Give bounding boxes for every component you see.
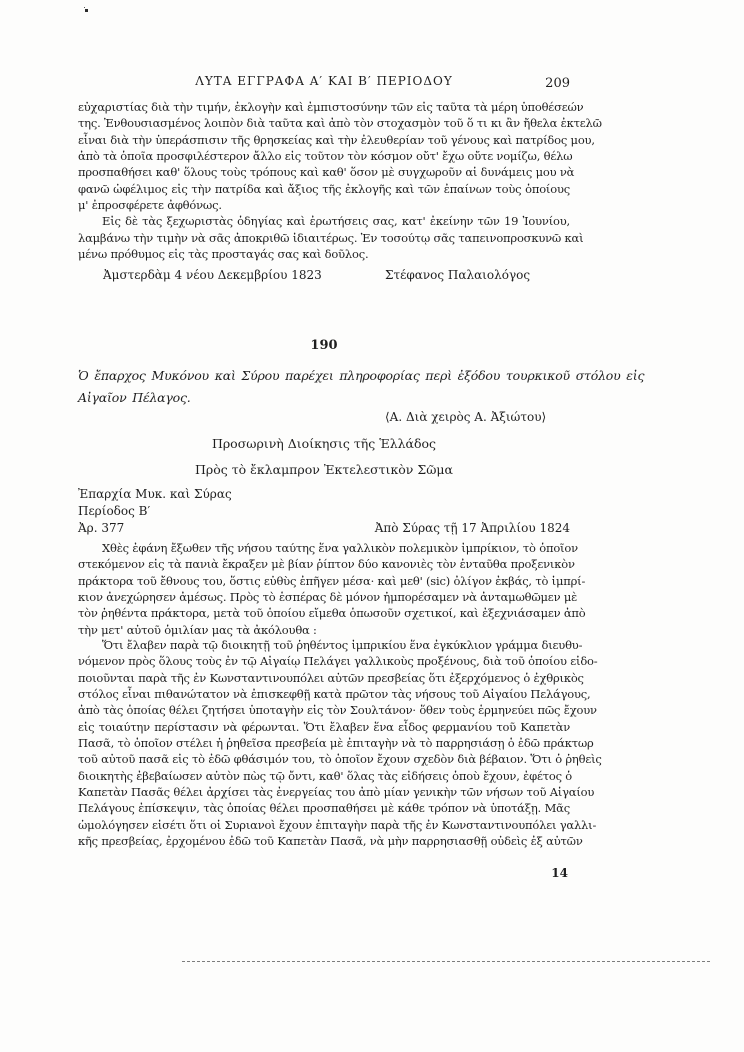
- signature-name: Στέφανος Παλαιολόγος: [385, 268, 531, 282]
- text-line: διοικητὴς ἐβεβαίωσεν αὐτὸν πὼς τῷ ὄντι, καθ' ὅλας τὰς εἰδήσεις ὁποὺ ἔχουν, ἐφέτος ὁ: [78, 768, 573, 783]
- address-line-1: Προσωρινὴ Διοίκησις τῆς Ἑλλάδος: [211, 436, 437, 451]
- text-line: μ' ἐπροσφέρετε ἀφθόνως.: [78, 198, 222, 213]
- text-line: πράκτορα τοῦ ἔθνους του, ὅστις εὐθὺς ἐπῆγεν μέσα· καὶ μεθ' (sic) ὀλίγον ἐκβάς, τὸ ἰμπρί-: [78, 573, 586, 588]
- text-line: φανῶ ὠφέλιμος εἰς τὴν πατρίδα καὶ ἄξιος τῆς ἐκλογῆς καὶ τῶν ἐπαίνων τοὺς ὁποίους: [78, 181, 570, 196]
- text-line: στεκόμενον εἰς τὰ πανιὰ ἔκραξεν μὲ βίαν ῥίπτον δύο κανονιὲς τὸν ἐνταῦθα προξενικὸν: [78, 557, 575, 572]
- folio-number: 14: [551, 866, 568, 880]
- scan-artifact-line: [182, 961, 710, 962]
- text-line: ὡμολόγησεν εἰσέτι ὅτι οἱ Συριανοὶ ἔχουν ἐπιταγὴν παρὰ τῆς ἐν Κωνσταντινουπόλει γαλλι-: [78, 817, 597, 832]
- body-paragraph-2: [78, 637, 602, 849]
- reference-number: Ἀρ. 377: [78, 521, 125, 535]
- text-line: προσπαθήσει καθ' ὅλους τοὺς τρόπους καὶ καθ' ὅσον μὲ συγχωροῦν αἱ δυνάμεις μου νὰ: [78, 165, 575, 180]
- text-line: μένω πρόθυμος εἰς τὰς προσταγάς σας καὶ δοῦλος.: [78, 247, 369, 262]
- text-line: ἀπὸ τὰ ὁποῖα προσφιλέστερον ἄλλο εἰς τοῦτον τὸν κόσμον οὔτ' ἔχω οὔτε νομίζω, θέλω: [78, 149, 573, 164]
- text-line: Ὁ ἔπαρχος Μυκόνου καὶ Σύρου παρέχει πληροφορίας περὶ ἐξόδου τουρκικοῦ στόλου εἰς: [78, 368, 645, 383]
- text-line: Καπετὰν Πασᾶς θέλει ἀρχίσει τὰς ἐνεργείας του ἀπὸ μίαν γενικὴν τῶν νήσων τοῦ Αἰγαίου: [78, 785, 595, 800]
- running-header-title: ΛΥΤΑ ΕΓΓΡΑΦΑ Α′ ΚΑΙ Β′ ΠΕΡΙΟΔΟΥ: [195, 74, 453, 88]
- text-line: Αἰγαῖον Πέλαγος.: [78, 389, 191, 405]
- reference-date: Ἀπὸ Σύρας τῇ 17 Ἀπριλίου 1824: [374, 521, 570, 535]
- place-and-date: Ἀμστερδὰμ 4 νέου Δεκεμβρίου 1823: [103, 268, 322, 282]
- letter-dateline: [78, 268, 570, 284]
- body-paragraph-1: [78, 540, 586, 638]
- text-line: εὐχαριστίας διὰ τὴν τιμήν, ἐκλογὴν καὶ ἐμπιστοσύνην τῶν εἰς ταῦτα τὰ μέρη ὑποθέσεών: [78, 100, 584, 114]
- page-number: 209: [545, 76, 570, 91]
- text-line: Εἰς δὲ τὰς ξεχωριστὰς ὁδηγίας καὶ ἐρωτήσεις σας, κατ' ἐκείνην τῶν 19 Ἰουνίου,: [102, 214, 570, 229]
- letter-closing-paragraphs: [78, 99, 602, 262]
- text-line: τὸν ῥηθέντα πράκτορα, μετὰ τοῦ ὁποίου εἴμεθα ὁπωσοῦν σχετικοί, καὶ ἐξεχνιάσαμεν ἀπὸ: [78, 606, 586, 621]
- text-line: λαμβάνω τὴν τιμὴν νὰ σᾶς ἀποκριθῶ ἰδιαιτέρως. Ἐν τοσούτῳ σᾶς ταπεινοπροσκυνῶ καὶ: [78, 230, 584, 245]
- hand-note: ⟨Α. Διὰ χειρὸς Α. Ἀξιώτου⟩: [385, 410, 547, 424]
- text-line: εἰς τοιαύτην περίστασιν νὰ φέρωνται. Ὅτι ἔλαβεν ἕνα εἶδος φερμανίου τοῦ Καπετὰν: [78, 719, 570, 734]
- text-line: της. Ἐνθουσιασμένος λοιπὸν διὰ ταῦτα καὶ ἀπὸ τὸν στοχασμὸν τοῦ ὅ τι κι ἂν ἤθελα ἐκτελῶ: [78, 116, 602, 131]
- text-line: στόλος εἶναι πιθανώτατον νὰ ἐπισκεφθῇ κατὰ πρῶτον τὰς νήσους τοῦ Αἰγαίου Πελάγους,: [78, 687, 591, 702]
- text-line: ἀπὸ τὰς ὁποίας θέλει ζητήσει ὑποταγὴν εἰς τὸν Σουλτάνον· ὅθεν τοὺς ἑρμηνεύει πῶς ἔχουν: [78, 703, 597, 718]
- scan-speck: [85, 9, 88, 12]
- text-line: Πελάγους ἐπίσκεψιν, τὰς ὁποίας θέλει προσπαθήσει μὲ κάθε τρόπον νὰ ὑποτάξῃ. Μᾶς: [78, 801, 570, 816]
- text-line: Πασᾶ, τὸ ὁποῖον στέλει ἡ ῥηθεῖσα πρεσβεία μὲ ἐπιταγὴν νὰ τὸ παρρησιάσῃ ὁ ἐδῶ πράκτωρ: [78, 736, 594, 751]
- reference-district: Ἐπαρχία Μυκ. καὶ Σύρας: [78, 487, 232, 501]
- text-line: κῆς πρεσβείας, ἐρχομένου ἐδῶ τοῦ Καπετὰν Πασᾶ, νὰ μὴν παρρησιασθῇ οὐδεὶς ἐξ αὐτῶν: [78, 834, 583, 849]
- text-line: νόμενον πρὸς ὅλους τοὺς ἐν τῷ Αἰγαίῳ Πελάγει γαλλικοὺς προξένους, διὰ τοῦ ὁποίου εἰδο-: [78, 654, 598, 669]
- text-line: κιον ἀνεχώρησεν ἀμέσως. Πρὸς τὸ ἑσπέρας δὲ μόνον ἠμπορέσαμεν νὰ ἀνταμωθῶμεν μὲ: [78, 590, 578, 605]
- text-line: ποιοῦνται παρὰ τῆς ἐν Κωνσταντινουπόλει αὐτῶν πρεσβείας ὅτι ἐξερχόμενος ὁ ἐχθρικὸς: [78, 670, 584, 685]
- text-line: τοῦ αὐτοῦ πασᾶ εἰς τὸ ἐδῶ φθάσιμόν του, τὸ ὁποῖον ἔχουν σχεδὸν διὰ βέβαιον. Ὅτι ὁ ῥηθεὶς: [78, 752, 602, 767]
- document-summary: [78, 365, 645, 408]
- text-line: Χθὲς ἐφάνη ἔξωθεν τῆς νήσου ταύτης ἕνα γαλλικὸν πολεμικὸν ἰμπρίκιον, τὸ ὁποῖον: [102, 541, 578, 555]
- text-line: τὴν μετ' αὐτοῦ ὁμιλίαν μας τὰ ἀκόλουθα :: [78, 622, 317, 637]
- address-line-2: Πρὸς τὸ ἔκλαμπρον Ἐκτελεστικὸν Σῶμα: [195, 462, 453, 477]
- reference-period: Περίοδος Β′: [78, 504, 151, 518]
- text-line: Ὅτι ἔλαβεν παρὰ τῷ διοικητῇ τοῦ ῥηθέντος ἰμπρικίου ἕνα ἐγκύκλιον γράμμα διευθυ-: [102, 638, 583, 652]
- text-line: εἶναι διὰ τὴν ὑπεράσπισιν τῆς θρησκείας καὶ τὴν ἐλευθερίαν τοῦ γένους καὶ πατρίδος μου,: [78, 132, 595, 147]
- document-number: 190: [310, 338, 338, 353]
